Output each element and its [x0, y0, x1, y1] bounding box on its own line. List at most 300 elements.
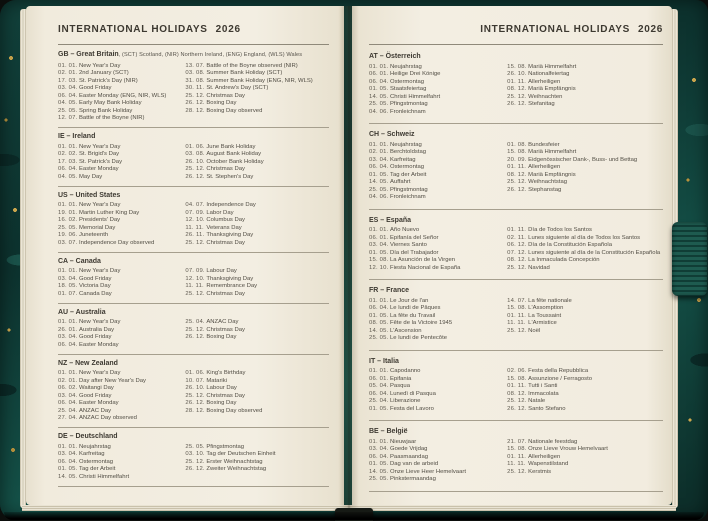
holiday-entry [369, 101, 507, 109]
holiday-name: Goede Vrijdag [390, 446, 428, 452]
holiday-date: 25. 12. [185, 326, 205, 333]
holiday-entry [507, 71, 663, 79]
holiday-entry [58, 400, 185, 408]
holiday-name: Heilige Drei Könige [390, 71, 441, 77]
holiday-date: 26. 12. [185, 334, 205, 340]
holiday-name: Good Friday [79, 85, 112, 91]
holiday-date: 06. 04. [369, 78, 389, 85]
holiday-date: 01. 01. [58, 143, 78, 150]
holiday-name: Eidgenössischer Dank-, Buss- und Bettag [528, 156, 638, 163]
holiday-name: Thanksgiving Day [206, 232, 254, 238]
holiday-entry [58, 174, 185, 182]
left-page-sections [58, 46, 329, 487]
holiday-entry [58, 210, 185, 218]
holiday-date: 01. 01. [369, 297, 389, 304]
holiday-entry [369, 320, 507, 328]
page-year: 2026 [215, 24, 241, 35]
holiday-name: Day after New Year's Day [79, 377, 146, 384]
holiday-entry [369, 469, 507, 477]
holiday-date: 25. 05. [369, 476, 389, 482]
holiday-entry [185, 276, 329, 284]
holiday-entry [185, 444, 329, 452]
section-title: GB – Great Britain, (SCT) Scotland, (NIR) Northern Ireland, (ENG) England, (WLS) Wales [58, 51, 303, 58]
holiday-entry [369, 157, 507, 165]
holiday-date: 11. 11. [507, 320, 526, 326]
holiday-date: 13. 07. [185, 62, 205, 69]
holiday-date: 27. 04. [58, 415, 78, 421]
holiday-name: Ostermontag [79, 458, 114, 465]
holiday-date: 06. 12. [507, 242, 527, 248]
holiday-column [369, 64, 507, 117]
holiday-entry [369, 164, 507, 172]
holiday-name: Fiesta Nacional de España [390, 264, 461, 271]
holiday-date: 25. 12. [507, 468, 527, 475]
holiday-entry [507, 157, 663, 165]
right-page-sections [369, 46, 663, 492]
holiday-date: 01. 01. [369, 438, 389, 445]
holiday-date: 10. 07. [185, 377, 205, 384]
holiday-name: Weihnachten [528, 93, 563, 100]
page-title: INTERNATIONAL HOLIDAYS [58, 24, 208, 35]
holiday-entry [369, 142, 507, 150]
holiday-entry [185, 159, 329, 167]
holiday-entry [185, 291, 329, 299]
holiday-date: 08. 12. [507, 171, 527, 178]
holiday-date: 02. 11. [507, 234, 527, 241]
holiday-entry [507, 86, 663, 94]
holiday-name: Remembrance Day [206, 283, 258, 289]
holiday-entry [507, 446, 663, 454]
holiday-date: 18. 05. [58, 283, 78, 289]
holiday-name: Paasmaandag [390, 453, 428, 460]
holiday-date: 04. 05. [58, 173, 78, 180]
holiday-name: La fête nationale [528, 297, 572, 304]
holiday-name: Easter Monday [79, 400, 119, 406]
holiday-column [185, 370, 329, 423]
holiday-name: Karfreitag [79, 451, 105, 457]
holiday-entry [58, 108, 185, 116]
holiday-date: 11. 11. [507, 461, 526, 467]
holiday-name: Good Friday [79, 334, 112, 340]
holiday-date: 02. 06. [507, 368, 527, 374]
holiday-date: 07. 09. [185, 209, 205, 216]
holiday-name: Matariki [206, 377, 227, 384]
holiday-entry [507, 320, 663, 328]
holiday-name: St. Stephen's Day [206, 173, 254, 180]
holiday-entry [58, 151, 185, 159]
holiday-name: Waitangi Day [79, 385, 114, 391]
holiday-column [58, 370, 185, 423]
holiday-name: King's Birthday [206, 370, 246, 376]
holiday-date: 12. 10. [369, 264, 389, 271]
holiday-entry [185, 385, 329, 393]
holiday-date: 03. 04. [58, 451, 78, 457]
holiday-entry [58, 276, 185, 284]
holiday-date: 04. 06. [369, 194, 389, 200]
holiday-date: 01. 11. [507, 312, 527, 319]
holiday-name: Epifania [390, 375, 412, 382]
holiday-entry [185, 408, 329, 416]
holiday-name: Labor Day [206, 209, 234, 216]
holiday-entry [58, 115, 185, 123]
holiday-date: 03. 08. [185, 70, 205, 76]
holiday-date: 26. 01. [58, 326, 78, 333]
holiday-name: Easter Monday [79, 341, 119, 348]
holiday-date: 25. 04. [58, 407, 78, 414]
section-title: AU – Australia [58, 308, 106, 316]
holiday-date: 01. 05. [58, 466, 78, 472]
holiday-name: Good Friday [79, 275, 112, 282]
holiday-name: Festa del Lavoro [390, 405, 434, 412]
holiday-date: 01. 07. [58, 290, 78, 297]
holiday-entry [185, 451, 329, 459]
holiday-name: Capodanno [390, 368, 421, 374]
holiday-date: 01. 05. [369, 312, 389, 319]
right-page [352, 6, 672, 505]
holiday-name: Tutti i Santi [528, 383, 558, 389]
holiday-entry [507, 179, 663, 187]
holiday-date: 26. 12. [185, 100, 205, 106]
holiday-entry [507, 454, 663, 462]
holiday-date: 26. 12. [507, 186, 527, 193]
holiday-entry [58, 202, 185, 210]
holiday-section-AT [369, 46, 663, 124]
holiday-date: 15. 08. [507, 446, 527, 452]
holiday-date: 25. 12. [185, 166, 205, 172]
holiday-entry [58, 466, 185, 474]
holiday-name: La Inmaculada Concepción [528, 257, 600, 263]
holiday-entry [369, 257, 507, 265]
holiday-name: La fête du Travail [390, 312, 436, 319]
holiday-date: 15. 08. [507, 375, 527, 382]
holiday-entry [369, 298, 507, 306]
holiday-date: 01. 11. [507, 453, 527, 460]
holiday-name: Independence Day observed [79, 239, 155, 246]
holiday-entry [185, 283, 329, 291]
holiday-name: Mariä Empfängnis [528, 86, 576, 92]
holiday-date: 06. 02. [58, 385, 78, 391]
holiday-name: Spring Bank Holiday [79, 107, 133, 114]
holiday-column [507, 368, 663, 413]
holiday-date: 01. 06. [185, 143, 205, 150]
holiday-date: 25. 05. [369, 101, 389, 107]
holiday-date: 02. 02. [58, 151, 78, 157]
holiday-name: Le lundi de Pentecôte [390, 335, 447, 341]
holiday-date: 25. 12. [185, 290, 205, 297]
holiday-date: 01. 01. [369, 368, 389, 374]
holiday-date: 02. 01. [58, 377, 78, 384]
right-page-content [352, 6, 672, 505]
section-subtitle: , (SCT) Scotland, (NIR) Northern Ireland, (ENG) England, (WLS) Wales [118, 52, 303, 58]
holiday-entry [185, 85, 329, 93]
holiday-entry [369, 476, 507, 484]
holiday-column [185, 202, 329, 247]
holiday-date: 01. 01. [58, 370, 78, 376]
holiday-entry [185, 144, 329, 152]
holiday-entry [58, 474, 185, 482]
holiday-entry [369, 376, 507, 384]
holiday-date: 26. 12. [507, 101, 527, 107]
holiday-name: Memorial Day [79, 224, 116, 231]
holiday-name: L'Assomption [528, 305, 564, 311]
left-page [26, 6, 344, 505]
holiday-name: Natale [528, 398, 546, 404]
holiday-section-FR [369, 280, 663, 351]
holiday-date: 28. 12. [185, 407, 205, 414]
holiday-name: Fronleichnam [390, 194, 426, 200]
holiday-name: Christmas Day [206, 166, 245, 172]
holiday-name: Victoria Day [79, 283, 111, 289]
holiday-date: 01. 11. [507, 164, 527, 170]
holiday-entry [185, 166, 329, 174]
holiday-date: 01. 05. [369, 405, 389, 412]
holiday-entry [58, 225, 185, 233]
holiday-column [58, 202, 185, 247]
holiday-entry [369, 94, 507, 102]
holiday-name: La Toussaint [528, 312, 562, 319]
holiday-name: Good Friday [79, 392, 112, 399]
holiday-column [507, 298, 663, 343]
holiday-entry [185, 225, 329, 233]
holiday-column [507, 227, 663, 272]
holiday-date: 01. 01. [58, 319, 78, 325]
holiday-entry [507, 242, 663, 250]
holiday-entry [369, 454, 507, 462]
holiday-date: 04. 06. [369, 108, 389, 115]
page-edge-stack-bottom-left [22, 505, 348, 511]
holiday-name: Mariä Himmelfahrt [528, 63, 577, 70]
holiday-date: 06. 01. [369, 234, 389, 241]
holiday-name: Tag der Arbeit [79, 466, 116, 472]
holiday-column [507, 439, 663, 484]
holiday-date: 25. 05. [185, 443, 205, 450]
holiday-name: Pfingstmontag [206, 443, 245, 450]
holiday-name: Dag van de arbeid [390, 461, 439, 467]
holiday-entry [369, 149, 507, 157]
holiday-column [369, 227, 507, 272]
holiday-name: Assunzione / Ferragosto [528, 375, 593, 382]
holiday-name: Neujahrstag [79, 443, 111, 450]
holiday-entry [507, 250, 663, 258]
holiday-name: Día del Trabajador [390, 249, 439, 256]
holiday-date: 15. 08. [369, 257, 389, 263]
holiday-section-CA [58, 253, 329, 304]
holiday-entry [58, 291, 185, 299]
holiday-entry [369, 328, 507, 336]
holiday-entry [369, 235, 507, 243]
section-title: BE – België [369, 428, 408, 435]
holiday-date: 15. 08. [507, 305, 527, 311]
holiday-entry [185, 108, 329, 116]
holiday-date: 25. 12. [185, 92, 205, 99]
holiday-entry [507, 94, 663, 102]
holiday-column [185, 444, 329, 482]
holiday-entry [58, 159, 185, 167]
holiday-name: L'Ascension [390, 327, 422, 334]
holiday-column [369, 368, 507, 413]
holiday-name: Mariä Empfängnis [528, 171, 576, 178]
holiday-entry [369, 179, 507, 187]
holiday-name: Boxing Day observed [206, 407, 263, 414]
holiday-name: ANZAC Day observed [79, 415, 137, 421]
holiday-name: Christi Himmelfahrt [390, 93, 441, 100]
holiday-date: 14. 05. [369, 179, 389, 185]
holiday-date: 06. 04. [369, 390, 389, 397]
holiday-entry [507, 461, 663, 469]
holiday-entry [58, 217, 185, 225]
holiday-name: Christmas Day [206, 239, 245, 246]
holiday-entry [185, 378, 329, 386]
holiday-name: St. Patrick's Day [79, 158, 123, 165]
holiday-column [58, 268, 185, 298]
holiday-date: 01. 01. [58, 62, 78, 69]
holiday-column [185, 144, 329, 182]
holiday-name: Boxing Day [206, 334, 237, 340]
holiday-date: 25. 12. [507, 179, 527, 185]
holiday-date: 03. 04. [369, 242, 389, 248]
holiday-date: 11. 11. [185, 283, 204, 289]
holiday-name: Australia Day [79, 326, 115, 333]
holiday-name: Early May Bank Holiday [79, 100, 142, 106]
page-edge-stack-bottom-right [348, 505, 676, 511]
holiday-name: Nationale feestdag [528, 438, 578, 445]
holiday-name: Tag der Deutschen Einheit [206, 451, 276, 457]
holiday-entry [185, 202, 329, 210]
holiday-name: Staatsfeiertag [390, 86, 427, 92]
holiday-date: 25. 12. [185, 458, 205, 465]
holiday-name: Allerheiligen [528, 78, 561, 85]
holiday-entry [369, 383, 507, 391]
holiday-date: 01. 01. [369, 227, 389, 233]
holiday-entry [369, 109, 507, 117]
holiday-date: 04. 07. [185, 202, 205, 208]
holiday-date: 11. 11. [185, 224, 204, 231]
holiday-date: 04. 05. [58, 100, 78, 106]
holiday-name: Boxing Day observed [206, 107, 263, 114]
holiday-name: Canada Day [79, 290, 112, 297]
holiday-name: Pfingstmontag [390, 186, 428, 193]
holiday-date: 14. 05. [58, 473, 78, 480]
holiday-entry [369, 446, 507, 454]
holiday-date: 07. 12. [507, 249, 527, 256]
holiday-date: 12. 10. [185, 217, 205, 223]
holiday-name: Wapenstilstand [528, 461, 569, 467]
holiday-date: 03. 10. [185, 451, 205, 457]
holiday-entry [507, 64, 663, 72]
holiday-date: 01. 05. [369, 249, 389, 256]
holiday-name: Noël [528, 327, 541, 334]
holiday-date: 08. 12. [507, 390, 527, 397]
holiday-entry [58, 444, 185, 452]
holiday-name: New Year's Day [79, 202, 121, 208]
holiday-date: 01. 05. [369, 86, 389, 92]
holiday-date: 16. 02. [58, 217, 78, 223]
holiday-entry [58, 334, 185, 342]
holiday-entry [185, 370, 329, 378]
holiday-entry [58, 85, 185, 93]
holiday-section-IE [58, 128, 329, 187]
holiday-name: Fête de la Victoire 1945 [390, 320, 453, 326]
holiday-name: Pasqua [390, 383, 410, 389]
holiday-entry [369, 194, 507, 202]
holiday-name: Año Nuevo [390, 227, 420, 233]
holiday-name: Zweiter Weihnachtstag [206, 466, 267, 472]
holiday-date: 01. 05. [369, 461, 389, 467]
holiday-date: 21. 07. [507, 438, 527, 445]
holiday-date: 02. 01. [58, 70, 78, 76]
holiday-date: 08. 12. [507, 257, 527, 263]
holiday-column [185, 63, 329, 123]
holiday-entry [185, 93, 329, 101]
holiday-entry [58, 370, 185, 378]
holiday-entry [369, 71, 507, 79]
holiday-name: Festa della Repubblica [528, 368, 589, 374]
holiday-date: 26. 10. [185, 158, 205, 165]
holiday-name: Fronleichnam [390, 108, 426, 115]
holiday-date: 31. 08. [185, 77, 205, 84]
holiday-entry [58, 268, 185, 276]
holiday-entry [369, 461, 507, 469]
holiday-entry [507, 79, 663, 87]
holiday-date: 25. 12. [185, 392, 205, 399]
holiday-column [58, 144, 185, 182]
holiday-entry [58, 63, 185, 71]
holiday-column [507, 64, 663, 117]
holiday-section-ES [369, 210, 663, 281]
holiday-name: L'Armistice [528, 320, 557, 326]
holiday-name: Ostermontag [390, 164, 425, 170]
holiday-column [185, 319, 329, 349]
holiday-section-DE [58, 428, 329, 487]
holiday-name: Nationalfeiertag [528, 71, 570, 77]
holiday-entry [58, 451, 185, 459]
holiday-date: 19. 01. [58, 209, 78, 216]
holiday-date: 25. 05. [369, 186, 389, 193]
holiday-entry [507, 298, 663, 306]
holiday-entry [185, 400, 329, 408]
holiday-entry [185, 466, 329, 474]
holiday-entry [369, 79, 507, 87]
holiday-date: 12. 07. [58, 115, 78, 121]
holiday-date: 20. 09. [507, 156, 527, 163]
holiday-date: 25. 05. [58, 107, 78, 114]
holiday-name: Erster Weihnachtstag [206, 458, 263, 465]
holiday-name: New Year's Day [79, 268, 121, 274]
holiday-name: Le lundi de Pâques [390, 305, 441, 311]
holiday-entry [369, 335, 507, 343]
holiday-name: Presidents' Day [79, 217, 121, 223]
holiday-date: 17. 03. [58, 158, 78, 165]
holiday-entry [507, 227, 663, 235]
holiday-entry [58, 459, 185, 467]
holiday-entry [507, 313, 663, 321]
section-title: IT – Italia [369, 357, 399, 365]
holiday-entry [507, 142, 663, 150]
holiday-entry [185, 100, 329, 108]
holiday-date: 25. 12. [185, 239, 205, 246]
holiday-entry [185, 393, 329, 401]
holiday-entry [185, 232, 329, 240]
holiday-name: Santo Stefano [528, 405, 566, 412]
holiday-column [185, 268, 329, 298]
holiday-column [369, 439, 507, 484]
holiday-date: 08. 05. [369, 320, 389, 326]
holiday-entry [58, 166, 185, 174]
holiday-date: 03. 04. [58, 334, 78, 340]
holiday-entry [185, 70, 329, 78]
holiday-entry [507, 235, 663, 243]
holiday-date: 03. 04. [58, 392, 78, 399]
